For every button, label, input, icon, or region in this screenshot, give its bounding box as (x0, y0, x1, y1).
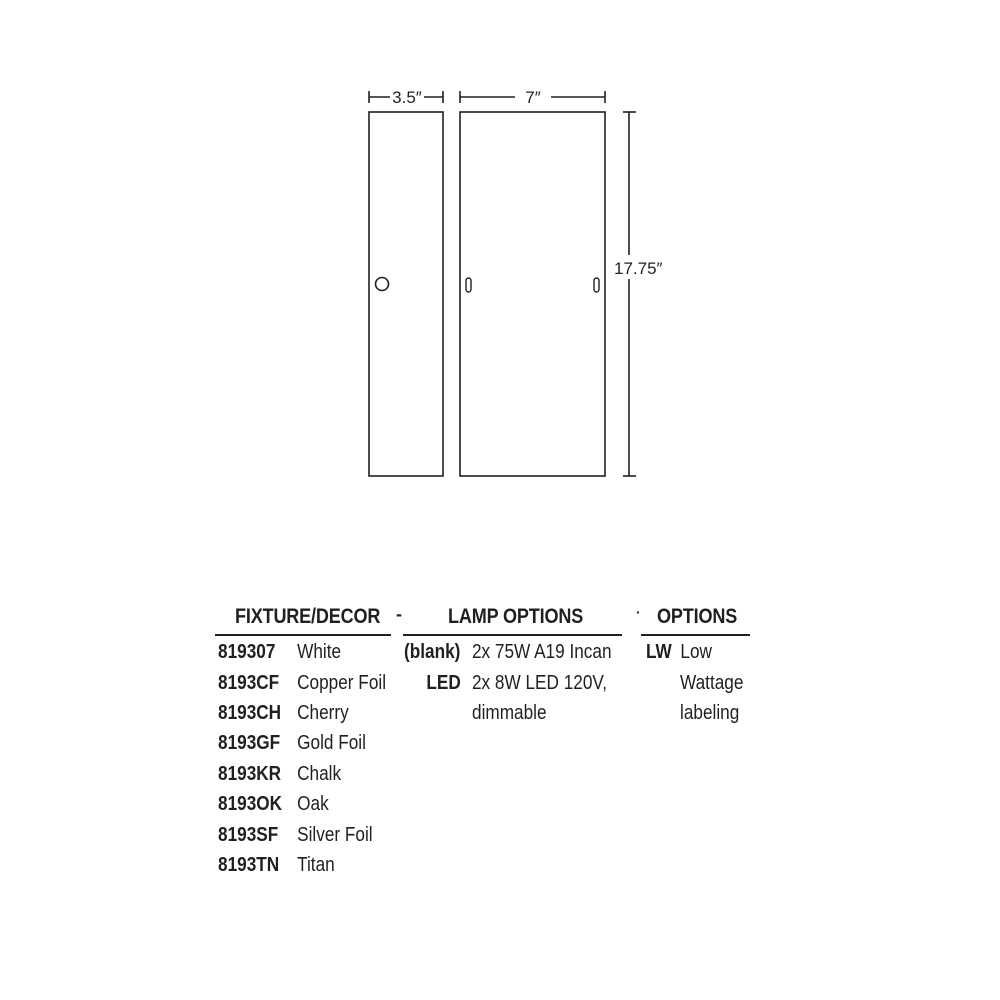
option-code: LW (646, 641, 672, 663)
fixture-name: Chalk (297, 763, 342, 785)
fixture-code: 8193OK (218, 793, 283, 815)
lamp-code (404, 672, 472, 695)
lamp-description-continued: dimmable (472, 702, 547, 724)
fixture-row (218, 854, 335, 877)
fixture-name: Silver Foil (297, 824, 373, 846)
fixture-name: Gold Foil (297, 732, 366, 754)
fixture-row (218, 702, 349, 725)
lamp-description: 2x 75W A19 Incan (471, 641, 612, 663)
fixture-code: 8193SF (218, 824, 279, 846)
fixture-code: 8193KR (218, 763, 282, 785)
option-description-line2: Wattage (680, 672, 744, 694)
lamp-row (404, 641, 612, 664)
narrow-width-label: 3.5″ (392, 88, 422, 107)
fixture-row (218, 672, 386, 695)
fixture-name: Titan (297, 854, 335, 876)
lamp-header-rule (403, 634, 622, 636)
lamp-row (404, 672, 607, 695)
fixture-name: Oak (297, 793, 329, 815)
lamp-options-header: LAMP OPTIONS (448, 605, 584, 628)
fixture-code: 8193TN (218, 854, 280, 876)
left-slot-icon (466, 278, 471, 292)
fixture-header-rule (215, 634, 391, 636)
height-label: 17.75″ (614, 259, 663, 278)
column-separator-2: · (636, 604, 641, 620)
column-separator: - (396, 604, 402, 624)
fixture-name: White (297, 641, 342, 663)
lamp-description: 2x 8W LED 120V, (471, 672, 608, 694)
option-row (646, 641, 712, 664)
lamp-code: (blank) (404, 641, 461, 663)
fixture-row (218, 763, 341, 786)
fixture-name: Copper Foil (297, 672, 387, 694)
option-description-line3: labeling (680, 702, 740, 724)
lamp-code-text: LED (426, 672, 461, 694)
fixture-row (218, 641, 341, 664)
fixture-name: Cherry (297, 702, 349, 724)
front-view-outline (460, 112, 605, 476)
side-view-outline (369, 112, 443, 476)
options-header-rule (641, 634, 750, 636)
mounting-knob-icon (376, 278, 389, 291)
wide-width-label: 7″ (525, 88, 541, 107)
fixture-code: 819307 (218, 641, 276, 663)
option-description: Low (680, 641, 712, 663)
fixture-row (218, 824, 373, 847)
fixture-code: 8193GF (218, 732, 281, 754)
right-slot-icon (594, 278, 599, 292)
fixture-row (218, 732, 366, 755)
options-header: OPTIONS (657, 605, 738, 628)
fixture-row (218, 793, 329, 816)
height-dimension (623, 112, 636, 476)
fixture-code: 8193CF (218, 672, 280, 694)
fixture-decor-header: FIXTURE/DECOR (235, 605, 381, 628)
fixture-code: 8193CH (218, 702, 282, 724)
